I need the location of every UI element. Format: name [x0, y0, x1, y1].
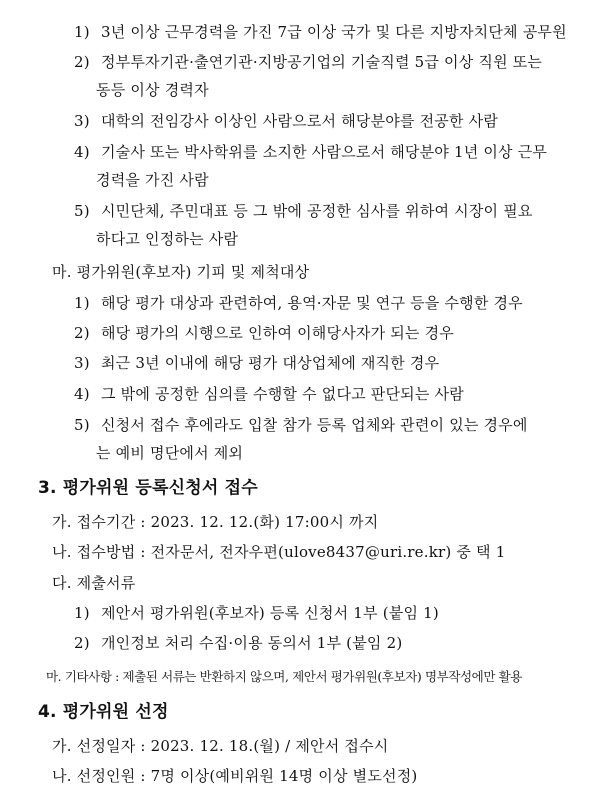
document-item-2: 2) 개인정보 처리 수집·이용 동의서 1부 (붙임 2)	[74, 634, 403, 652]
other-notes: 마. 기타사항 : 제출된 서류는 반환하지 않으며, 제안서 평가위원(후보자) 명부작성에만 활용	[46, 669, 522, 684]
exclusion-item-1: 1) 해당 평가 대상과 관련하여, 용역·자문 및 연구 등을 수행한 경우	[74, 294, 523, 312]
qualification-item-4-cont: 경력을 가진 사람	[96, 171, 209, 189]
exclusion-item-5-cont: 는 예비 명단에서 제외	[96, 444, 244, 462]
exclusion-item-3: 3) 최근 3년 이내에 해당 평가 대상업체에 재직한 경우	[74, 354, 440, 372]
qualification-item-5-cont: 하다고 인정하는 사람	[96, 230, 239, 248]
qualification-item-3: 3) 대학의 전임강사 이상인 사람으로서 해당분야를 전공한 사람	[74, 112, 499, 130]
qualification-item-5: 5) 시민단체, 주민대표 등 그 밖에 공정한 심사를 위하여 시장이 필요	[74, 202, 533, 220]
exclusion-item-5: 5) 신청서 접수 후에라도 입찰 참가 등록 업체와 관련이 있는 경우에	[74, 416, 528, 434]
qualification-item-4: 4) 기술사 또는 박사학위를 소지한 사람으로서 해당분야 1년 이상 근무	[74, 143, 548, 161]
qualification-item-1: 1) 3년 이상 근무경력을 가진 7급 이상 국가 및 다른 지방자치단체 공무원	[74, 23, 567, 41]
exclusion-heading: 마. 평가위원(후보자) 기피 및 제척대상	[52, 263, 310, 281]
selection-date: 가. 선정일자 : 2023. 12. 18.(월) / 제안서 접수시	[52, 737, 389, 755]
section-4-title: 4. 평가위원 선정	[38, 702, 169, 722]
application-period: 가. 접수기간 : 2023. 12. 12.(화) 17:00시 까지	[52, 513, 379, 531]
document-item-1: 1) 제안서 평가위원(후보자) 등록 신청서 1부 (붙임 1)	[74, 604, 439, 622]
application-method: 나. 접수방법 : 전자문서, 전자우편(ulove8437@uri.re.kr) 중 택 1	[52, 543, 506, 561]
exclusion-item-4: 4) 그 밖에 공정한 심의를 수행할 수 없다고 판단되는 사람	[74, 385, 464, 403]
exclusion-item-2: 2) 해당 평가의 시행으로 인하여 이해당사자가 되는 경우	[74, 324, 454, 342]
qualification-item-2: 2) 정부투자기관·출연기관·지방공기업의 기술직렬 5급 이상 직원 또는	[74, 53, 543, 71]
section-3-title: 3. 평가위원 등록신청서 접수	[38, 478, 258, 498]
selection-count: 나. 선정인원 : 7명 이상(예비위원 14명 이상 별도선정)	[52, 767, 418, 785]
documents-heading: 다. 제출서류	[52, 574, 136, 592]
qualification-item-2-cont: 동등 이상 경력자	[96, 81, 209, 99]
